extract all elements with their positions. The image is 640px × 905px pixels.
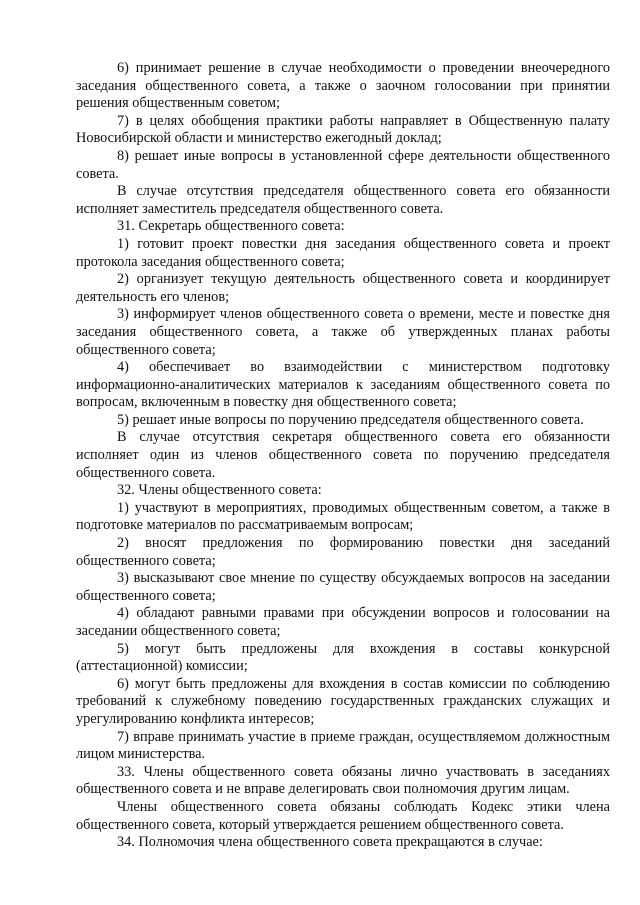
paragraph-council-chair-8: 8) решает иные вопросы в установленной сфере деятельности общественного совета.	[76, 147, 610, 182]
paragraph-secretary-4: 4) обеспечивает во взаимодействии с министерством подготовку информационно-аналитических материалов к заседаниям общественного совета по вопросам, включенным в повестку дня общественного совета;	[76, 359, 610, 411]
paragraph-members-1: 1) участвуют в мероприятиях, проводимых общественным советом, а также в подготовке материалов по рассматриваемым вопросам;	[76, 499, 610, 534]
paragraph-council-chair-7: 7) в целях обобщения практики работы направляет в Общественную палату Новосибирской области и министерство ежегодный доклад;	[76, 112, 610, 147]
paragraph-secretary-1: 1) готовит проект повестки дня заседания общественного совета и проект протокола заседания общественного совета;	[76, 235, 610, 270]
paragraph-council-chair-6: 6) принимает решение в случае необходимости о проведении внеочередного заседания общественного совета, а также о заочном голосовании при принятии решения общественным советом;	[76, 60, 610, 112]
paragraph-ethics-code: Члены общественного совета обязаны соблюдать Кодекс этики члена общественного совета, который утверждается решением общественного совета.	[76, 798, 610, 833]
paragraph-secretary-2: 2) организует текущую деятельность общественного совета и координирует деятельность его членов;	[76, 271, 610, 305]
section-heading-33: 33. Члены общественного совета обязаны лично участвовать в заседаниях общественного совета и не вправе делегировать свои полномочия другим лицам.	[76, 763, 610, 798]
section-heading-31: 31. Секретарь общественного совета:	[117, 218, 345, 235]
paragraph-members-4: 4) обладают равными правами при обсуждении вопросов и голосовании на заседании общественного совета;	[76, 605, 610, 639]
paragraph-chair-absence: В случае отсутствия председателя общественного совета его обязанности исполняет заместитель председателя общественного совета.	[76, 183, 610, 217]
paragraph-secretary-absence: В случае отсутствия секретаря общественного совета его обязанности исполняет один из членов общественного совета по поручению председателя общественного совета.	[76, 429, 610, 481]
paragraph-members-2: 2) вносят предложения по формированию повестки дня заседаний общественного совета;	[76, 535, 610, 569]
paragraph-members-6: 6) могут быть предложены для вхождения в состав комиссии по соблюдению требований к служебному поведению государственных гражданских служащих и урегулированию конфликта интересов;	[76, 675, 610, 727]
paragraph-members-5: 5) могут быть предложены для вхождения в составы конкурсной (аттестационной) комиссии;	[76, 640, 610, 675]
paragraph-secretary-5: 5) решает иные вопросы по поручению председателя общественного совета.	[117, 411, 584, 428]
paragraph-members-3: 3) высказывают свое мнение по существу обсуждаемых вопросов на заседании общественного совета;	[76, 570, 610, 604]
paragraph-secretary-3: 3) информирует членов общественного совета о времени, месте и повестке дня заседания общественного совета, а также об утвержденных планах работы общественного совета;	[76, 306, 610, 358]
document-page	[76, 60, 610, 852]
paragraph-members-7: 7) вправе принимать участие в приеме граждан, осуществляемом должностным лицом министерства.	[76, 728, 610, 763]
section-heading-32: 32. Члены общественного совета:	[117, 482, 322, 499]
section-heading-34: 34. Полномочия члена общественного совета прекращаются в случае:	[117, 834, 543, 851]
